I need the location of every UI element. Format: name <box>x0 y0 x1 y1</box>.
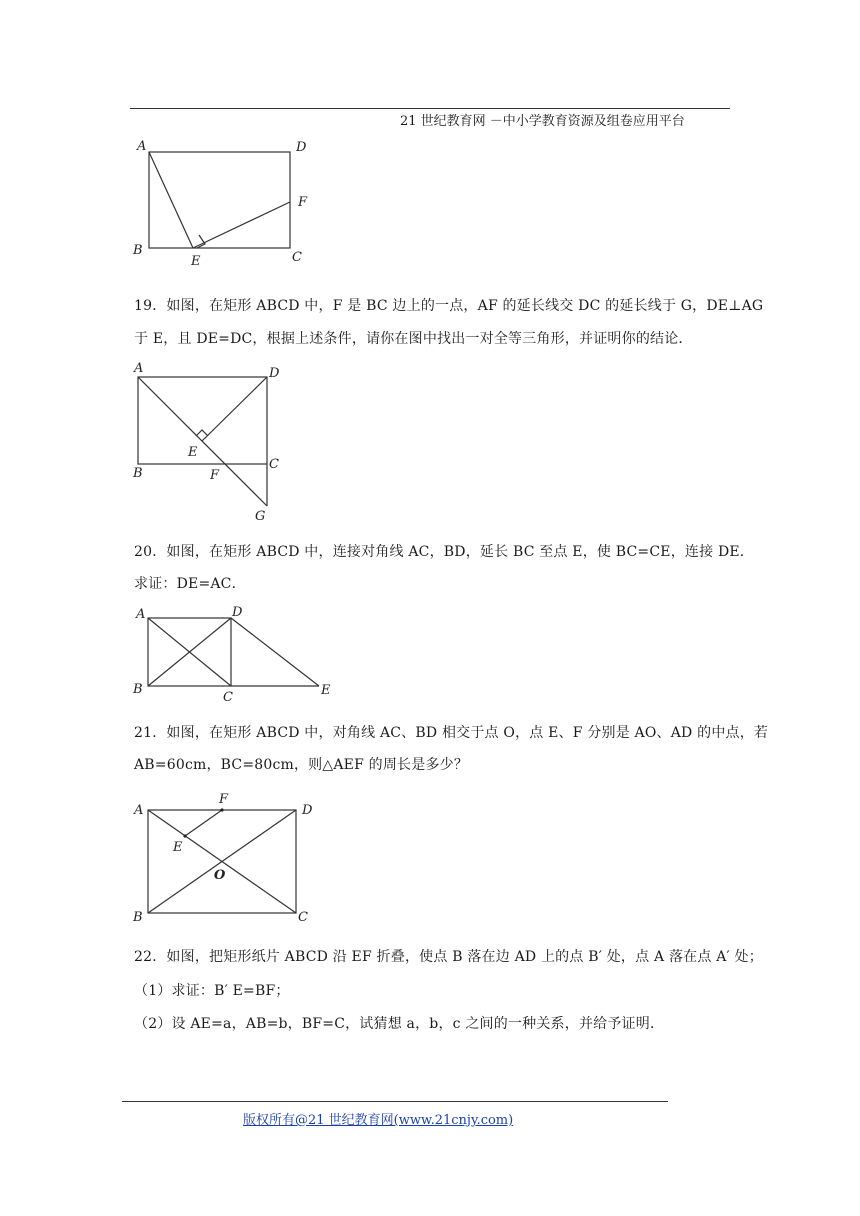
segment-ef <box>193 202 290 248</box>
label-d: D <box>232 605 243 620</box>
label-e: E <box>188 445 198 460</box>
figure-q20 <box>125 600 345 705</box>
label-c: C <box>292 250 302 265</box>
label-g: G <box>255 509 266 524</box>
label-a: A <box>137 139 147 154</box>
q19-line2: 于 E，且 DE=DC，根据上述条件，请你在图中找出一对全等三角形，并证明你的结论． <box>134 331 693 347</box>
label-f: F <box>210 468 220 483</box>
segment-de <box>231 618 319 686</box>
label-d: D <box>302 803 313 818</box>
q21-line1: 21．如图，在矩形 ABCD 中，对角线 AC、BD 相交于点 O，点 E、F 分别是 AO、AD 的中点，若 <box>134 725 769 741</box>
figure-q21 <box>125 790 325 925</box>
label-o: O <box>214 868 226 883</box>
rectangle-abcd <box>138 377 267 464</box>
q22-line2: （1）求证：B′ E=BF； <box>134 983 290 999</box>
label-b: B <box>133 243 143 258</box>
q22-line3: （2）设 AE=a，AB=b，BF=C，试猜想 a，b，c 之间的一种关系，并给予证明． <box>134 1016 665 1032</box>
label-e: E <box>321 683 331 698</box>
label-b: B <box>133 466 143 481</box>
label-d: D <box>296 140 307 155</box>
label-e: E <box>173 840 183 855</box>
label-a: A <box>136 607 146 622</box>
segment-ae <box>149 152 193 248</box>
copyright-link[interactable]: 版权所有@21 世纪教育网(www.21cnjy.com) <box>243 1113 514 1128</box>
q19-line1: 19．如图，在矩形 ABCD 中，F 是 BC 边上的一点，AF 的延长线交 DC 的延长线于 G，DE⊥AG <box>134 298 764 314</box>
label-c: C <box>269 457 279 472</box>
rectangle-abcd <box>149 152 290 248</box>
figure-q19 <box>125 360 295 525</box>
right-angle-mark <box>196 430 208 436</box>
q20-line2: 求证：DE=AC． <box>134 576 246 592</box>
point-e <box>183 834 186 837</box>
q20-line1: 20．如图，在矩形 ABCD 中，连接对角线 AC，BD，延长 BC 至点 E，使 BC=CE，连接 DE． <box>134 544 754 560</box>
label-f: F <box>298 195 308 210</box>
label-b: B <box>133 910 143 925</box>
header-rule <box>130 108 730 109</box>
segment-ef <box>185 810 222 836</box>
header-title: 21 世纪教育网 －中小学教育资源及组卷应用平台 <box>400 114 685 129</box>
label-a: A <box>134 803 144 818</box>
figure-q18 <box>125 130 325 270</box>
point-f <box>220 808 223 811</box>
label-d: D <box>269 366 280 381</box>
segment-de <box>202 377 267 441</box>
label-c: C <box>298 910 308 925</box>
q22-line1: 22．如图，把矩形纸片 ABCD 沿 EF 折叠，使点 B 落在边 AD 上的点 B′ 处，点 A 落在点 A′ 处； <box>134 949 763 965</box>
label-b: B <box>133 682 143 697</box>
label-f: F <box>219 792 229 807</box>
label-e: E <box>191 254 201 269</box>
footer-rule <box>122 1101 668 1102</box>
q21-line2: AB=60cm，BC=80cm，则△AEF 的周长是多少？ <box>134 757 469 773</box>
label-c: C <box>223 690 233 705</box>
label-a: A <box>134 361 144 376</box>
